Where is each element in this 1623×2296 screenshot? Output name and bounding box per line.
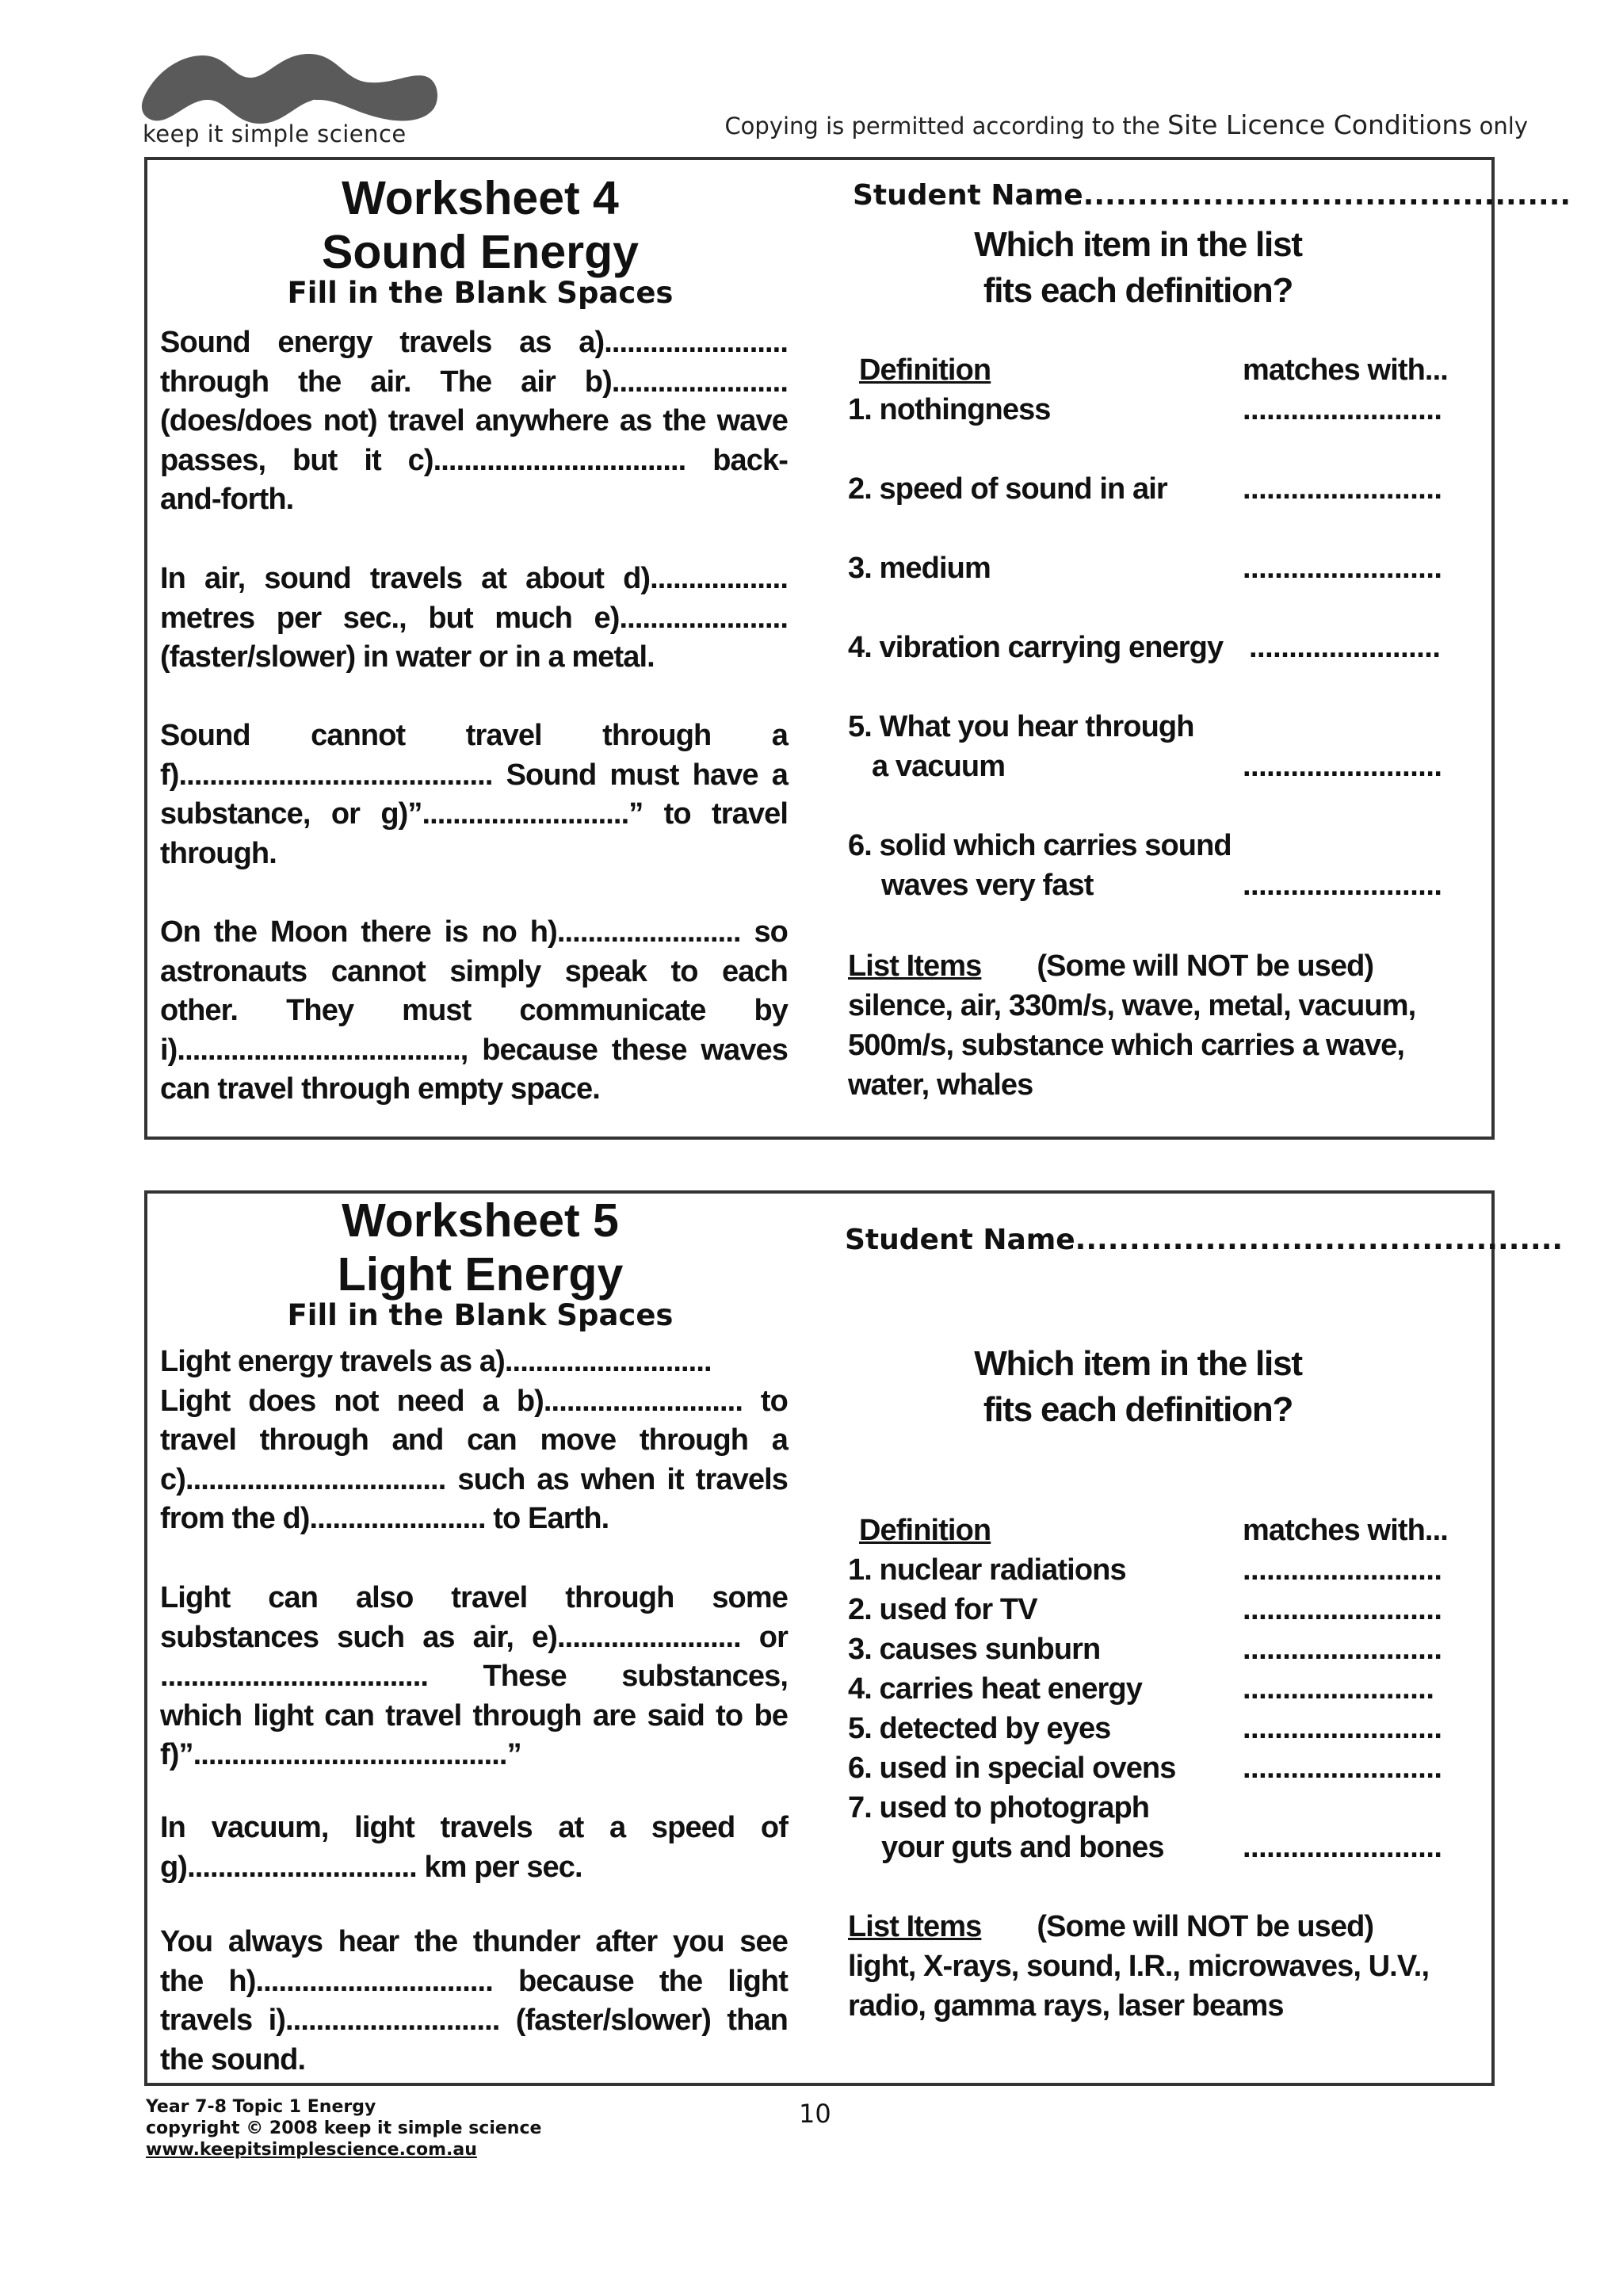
worksheet-title: Worksheet 5 Light Energy (337, 1194, 624, 1301)
student-name-field[interactable]: Student Name............................................. (845, 1224, 1564, 1256)
matches-header: matches with... (1243, 353, 1448, 387)
matches-header: matches with... (1243, 1514, 1448, 1547)
page-number: 10 (799, 2099, 831, 2129)
passage-paragraph: Sound energy travels as a)........................ through the air. The air b)....................... (does/does not) travel anywhere as the wave passes, but it c)................................. back- and-forth. (160, 326, 788, 516)
worksheet-title: Worksheet 4 Sound Energy (322, 172, 639, 278)
answer-blank[interactable]: ......................... (1243, 393, 1442, 426)
worksheet-4 (144, 157, 1571, 1140)
definition-item: 5. What you hear through (848, 710, 1194, 743)
passage-paragraph: You always hear the thunder after you see the h)............................... because the light travels i)............................ (faster/slower) than the sound. (160, 1925, 788, 2076)
answer-blank[interactable]: ........................ (1249, 631, 1441, 664)
definition-item: 7. used to photograph (848, 1791, 1150, 1824)
answer-blank[interactable]: ......................... (1243, 1831, 1442, 1864)
definition-item-cont: waves very fast (881, 869, 1094, 902)
worksheet-5 (144, 1190, 1564, 2086)
answer-blank[interactable]: ......................... (1243, 552, 1442, 585)
definition-item: 2. used for TV (848, 1593, 1037, 1626)
answer-blank[interactable]: ......................... (1243, 1553, 1442, 1587)
passage-paragraph: In air, sound travels at about d).................. metres per sec., but much e)...................... (faster/slower) in water or in a metal. (160, 562, 788, 674)
definition-item: 6. used in special ovens (848, 1752, 1176, 1785)
definition-item: 3. medium (848, 552, 991, 585)
list-items: List Items (Some will NOT be used) silence, air, 330m/s, wave, metal, vacuum, 500m/s, substance which carries a wave, water, whales (848, 949, 1416, 1102)
answer-blank[interactable]: ......................... (1243, 1712, 1442, 1745)
list-items: List Items (Some will NOT be used) light, X-rays, sound, I.R., microwaves, U.V., radio, gamma rays, laser beams (848, 1910, 1430, 2023)
registered-mark: ® (306, 97, 323, 117)
definition-item: 3. causes sunburn (848, 1633, 1101, 1666)
definition-item: 1. nothingness (848, 393, 1051, 426)
definition-item: 4. carries heat energy (848, 1672, 1142, 1706)
definition-item-cont: a vacuum (872, 750, 1006, 783)
passage-paragraph: In vacuum, light travels at a speed of g).............................. km per sec. (160, 1811, 788, 1884)
answer-blank[interactable]: ........................ (1243, 1672, 1434, 1706)
matching-question: Which item in the list fits each definition? (974, 1344, 1302, 1429)
definition-item: 4. vibration carrying energy (848, 631, 1224, 664)
student-name-field[interactable]: Student Name............................................. (853, 179, 1571, 212)
answer-blank[interactable]: ......................... (1243, 1593, 1442, 1626)
definition-item: 2. speed of sound in air (848, 472, 1167, 506)
answer-blank[interactable]: ......................... (1243, 869, 1442, 902)
answer-blank[interactable]: ......................... (1243, 750, 1442, 783)
definition-header: Definition (859, 1514, 991, 1547)
passage-paragraph: On the Moon there is no h)........................ so astronauts cannot simply speak to each other. They must communicate by i)....................................., because these waves can travel through empty space. (160, 915, 788, 1106)
footer: Year 7-8 Topic 1 Energy copyright © 2008 keep it simple science www.keepitsimplescience.com.au (146, 2097, 542, 2160)
definition-item: 6. solid which carries sound (848, 829, 1232, 862)
answer-blank[interactable]: ......................... (1243, 472, 1442, 506)
matching-question: Which item in the list fits each definition? (974, 225, 1302, 310)
definition-item-cont: your guts and bones (881, 1831, 1164, 1864)
worksheet-subtitle: Fill in the Blank Spaces (287, 276, 674, 310)
logo-text: keep it simple science (143, 120, 407, 147)
passage-paragraph: Light energy travels as a)........................... Light does not need a b).......................... to travel through and can move through a c).................................. such as when it travels from the d)....................... to Earth. (160, 1345, 788, 1535)
website-link[interactable]: www.keepitsimplescience.com.au (146, 2140, 477, 2160)
answer-blank[interactable]: ......................... (1243, 1752, 1442, 1785)
passage-paragraph: Light can also travel through some substances such as air, e)........................ or ................................... These substances, which light can travel through are said to be f)”.........................................” (160, 1581, 788, 1771)
definition-header: Definition (859, 353, 991, 387)
worksheet-subtitle: Fill in the Blank Spaces (287, 1298, 674, 1332)
answer-blank[interactable]: ......................... (1243, 1633, 1442, 1666)
copy-notice: Copying is permitted according to the Site Licence Conditions only (724, 109, 1528, 140)
definition-item: 1. nuclear radiations (848, 1553, 1126, 1587)
passage-paragraph: Sound cannot travel through a f)......................................... Sound must have a substance, or g)”...........................” to travel through. (160, 719, 788, 870)
definition-item: 5. detected by eyes (848, 1712, 1111, 1745)
